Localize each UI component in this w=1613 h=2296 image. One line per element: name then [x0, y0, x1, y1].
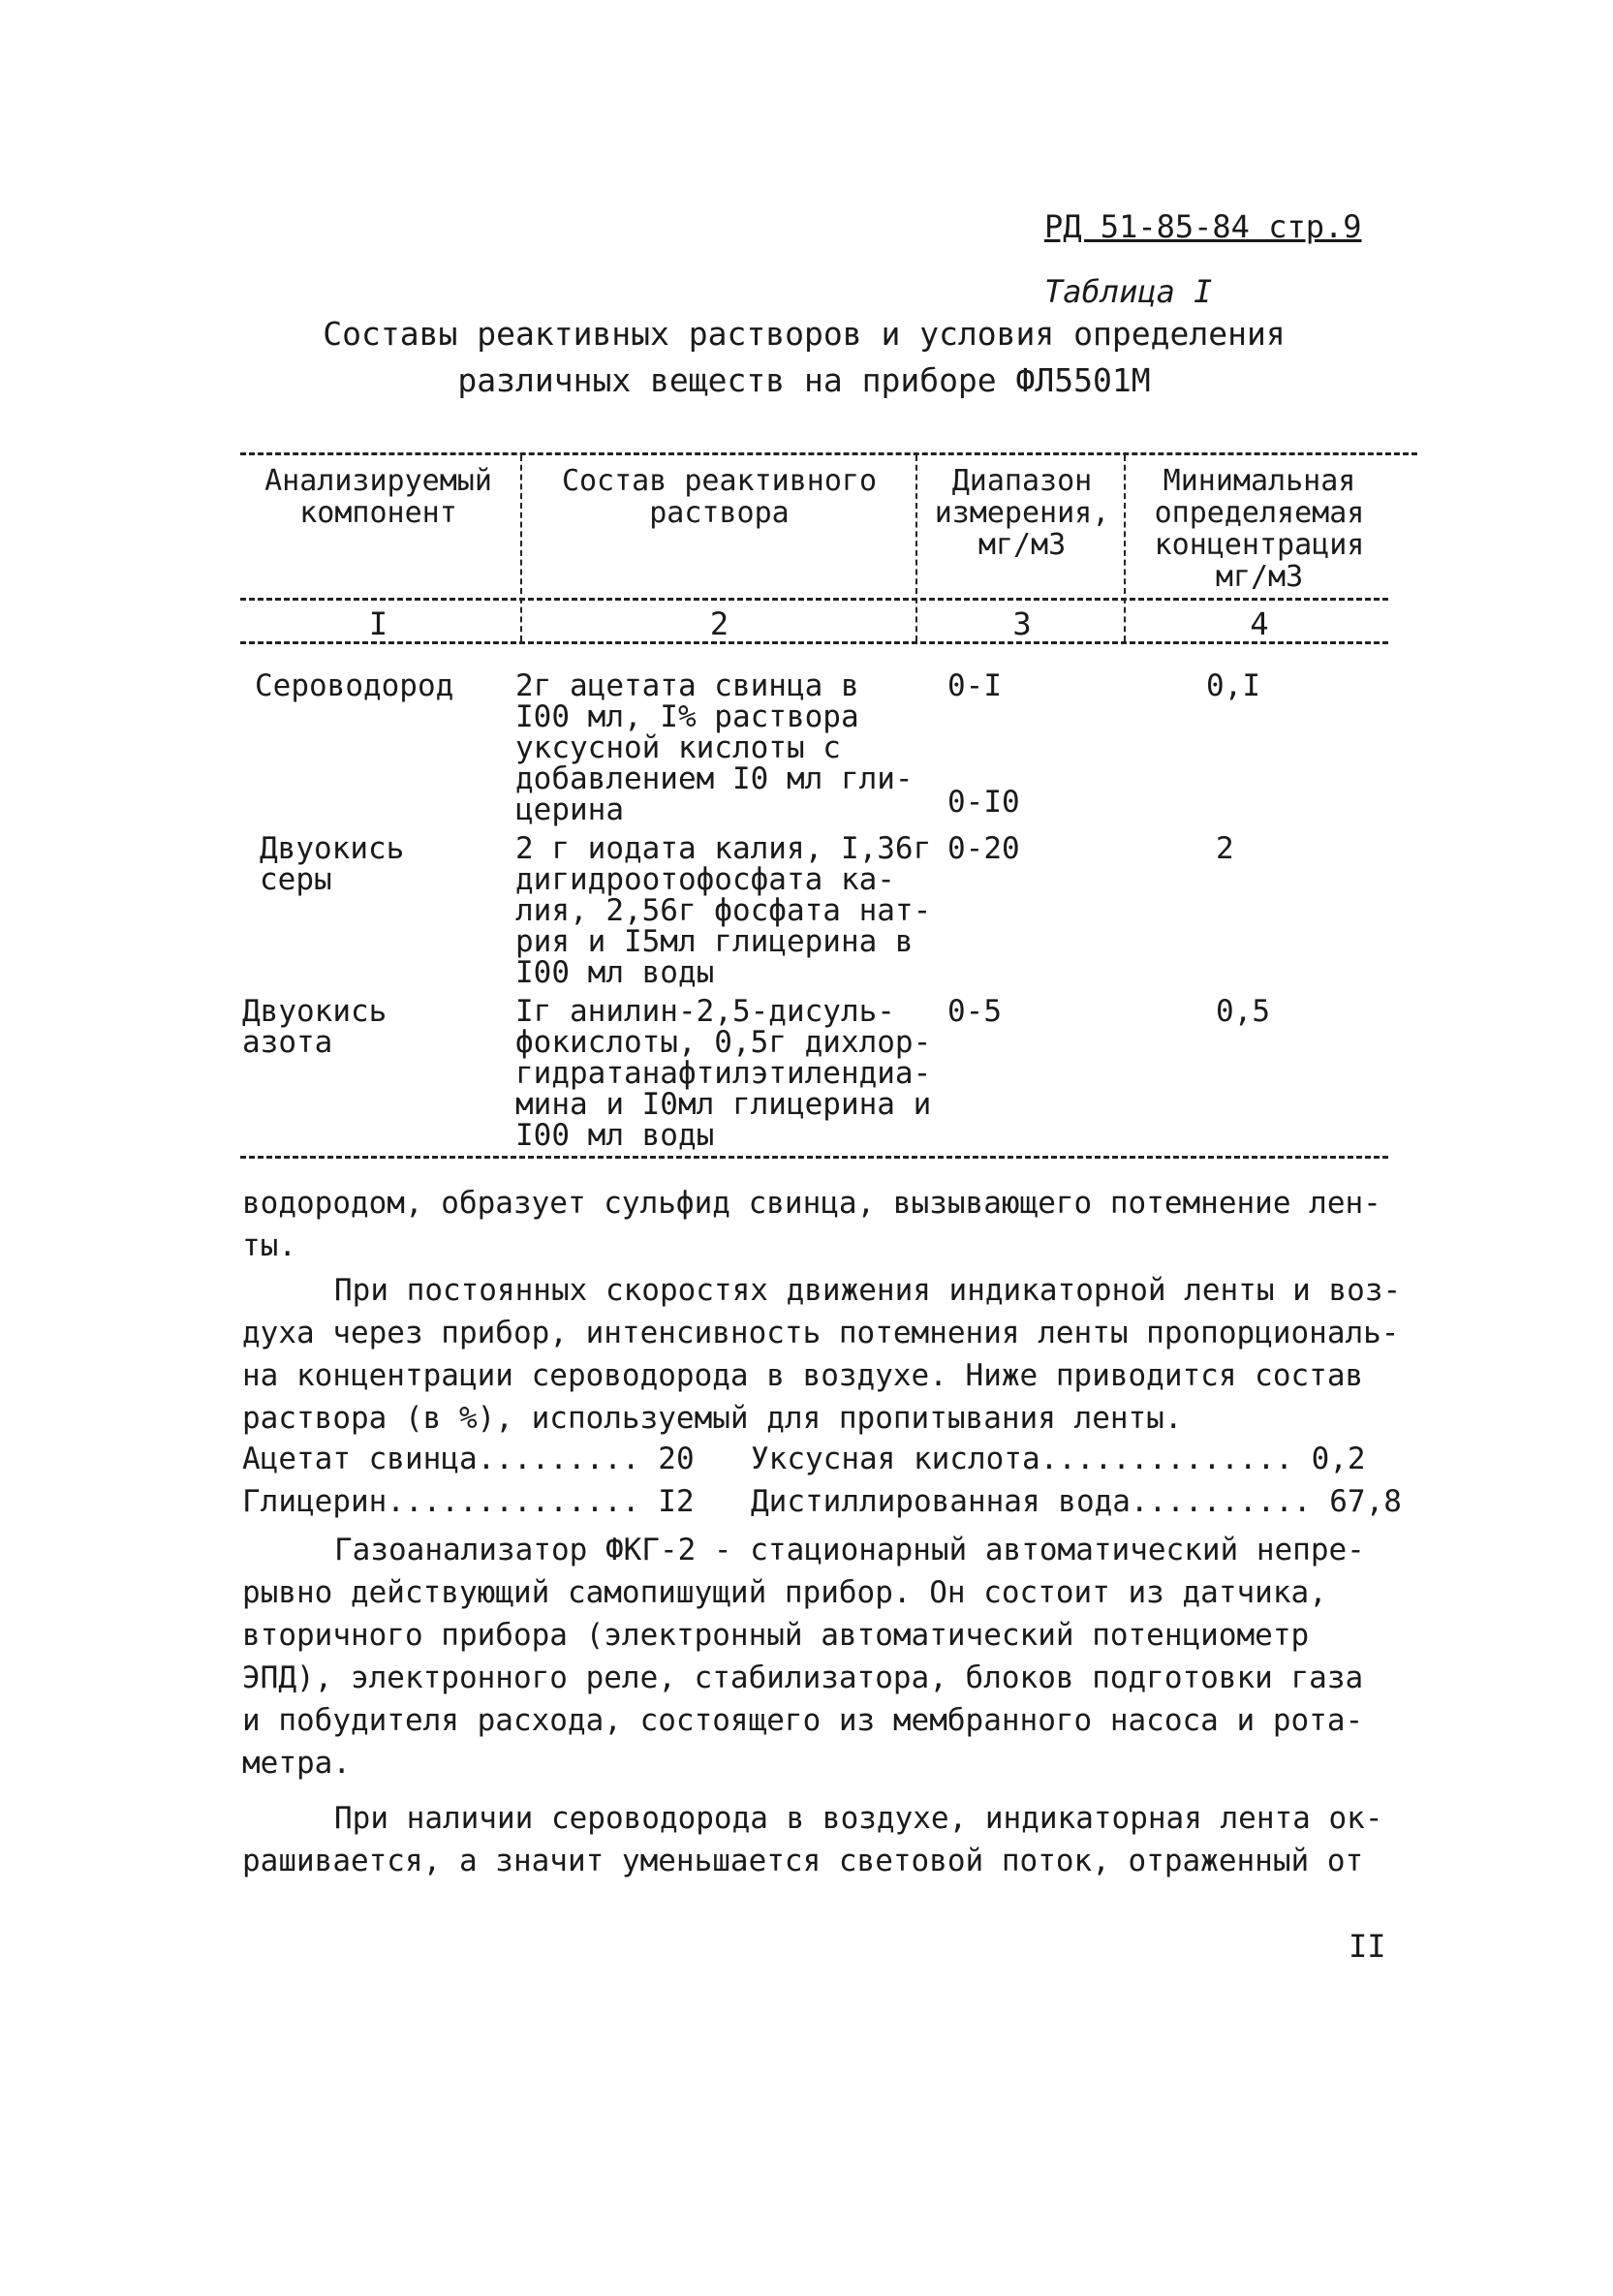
table-row-3-min-conc: 0,5	[1216, 994, 1270, 1029]
column-number-3: 3	[1012, 605, 1032, 642]
table-row-2-component: Двуокись серы	[260, 831, 405, 897]
column-number-4: 4	[1250, 605, 1269, 642]
column-header-min-concentration: Минимальная определяемая концентрация мг/м3	[1154, 464, 1365, 594]
paragraph-4: При наличии сероводорода в воздухе, индикаторная лента ок- рашивается, а значит уменьшается световой поток, отраженный от	[242, 1801, 1383, 1878]
table-row-1-component: Сероводород	[255, 668, 454, 703]
table-bottom-rule	[240, 1156, 1388, 1159]
list-item-right-2: Дистиллированная вода.......... 67,8	[751, 1484, 1402, 1519]
column-number-2: 2	[709, 605, 729, 642]
table-row-2-min-conc: 2	[1216, 831, 1234, 866]
list-item-left-1: Ацетат свинца......... 20	[242, 1442, 695, 1476]
paragraph-1: водородом, образует сульфид свинца, вызывающего потемнение лен- ты.	[242, 1186, 1381, 1263]
table-top-rule	[240, 452, 1417, 455]
page-number: II	[1349, 1928, 1386, 1965]
paragraph-2: При постоянных скоростях движения индикаторной ленты и воз- духа через прибор, интенсивность потемнения ленты пропорциональ- на концентрации сероводорода в воздухе. Ниже приводится состав раствора (в %), используемый для пропитывания ленты.	[242, 1273, 1402, 1436]
column-header-composition: Состав реактивного раствора	[561, 464, 878, 530]
table-label: Таблица I	[1044, 273, 1213, 310]
column-header-range: Диапазон измерения, мг/м3	[934, 464, 1110, 562]
table-row-2-composition: 2 г иодата калия, I,36г дигидроотофосфата ка- лия, 2,56г фосфата нат- рия и I5мл глицерина в I00 мл воды	[515, 831, 932, 990]
table-row-1-min-conc: 0,I	[1206, 668, 1260, 703]
table-row-3-range: 0-5	[947, 994, 1002, 1029]
column-header-component: Анализируемый компонент	[264, 464, 492, 530]
table-header-rule	[240, 598, 1388, 601]
column-number-1: I	[368, 605, 388, 642]
table-row-3-component: Двуокись азота	[242, 994, 388, 1060]
table-row-1-range-2: 0-I0	[947, 785, 1020, 820]
table-row-2-range: 0-20	[947, 831, 1020, 866]
column-divider-2	[915, 455, 917, 641]
table-row-3-composition: Iг анилин-2,5-дисуль- фокислоты, 0,5г дихлор- гидратанафтилэтилендиа- мина и I0мл глицерина и I00 мл воды	[515, 994, 932, 1153]
table-row-1-range-1: 0-I	[947, 668, 1002, 703]
list-item-left-2: Глицерин.............. I2	[242, 1484, 695, 1519]
table-row-1-composition: 2г ацетата свинца в I00 мл, I% раствора уксусной кислоты с добавлением I0 мл гли- церина	[515, 668, 914, 827]
document-reference: РД 51-85-84 стр.9	[1044, 208, 1362, 245]
list-item-right-1: Уксусная кислота.............. 0,2	[751, 1442, 1366, 1476]
table-title-line-2: различных веществ на приборе ФЛ5501М	[457, 361, 1151, 399]
paragraph-3: Газоанализатор ФКГ-2 - стационарный автоматический непре- рывно действующий самопишущий прибор. Он состоит из датчика, вторичного прибора (электронный автоматический потенциометр ЭПД), электронного реле, стабилизатора, блоков подготовки газа и побудителя расхода, состоящего из мембранного насоса и рота- метра.	[242, 1533, 1365, 1781]
column-divider-1	[520, 455, 522, 641]
table-title-line-1: Составы реактивных растворов и условия определения	[323, 315, 1286, 353]
column-divider-3	[1124, 455, 1126, 641]
